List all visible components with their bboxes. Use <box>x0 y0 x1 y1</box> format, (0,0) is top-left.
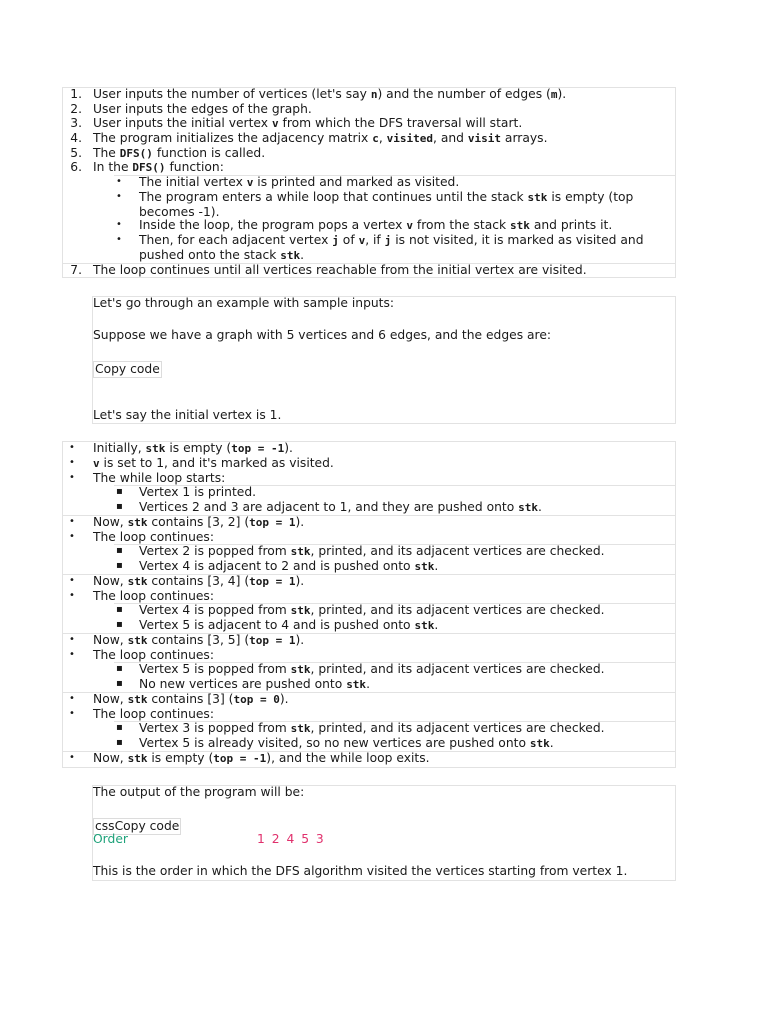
bullet-icon: • <box>116 191 122 202</box>
dfs-sub-item <box>139 175 459 191</box>
text-span: User inputs the number of vertices (let's say <box>93 87 371 101</box>
trace-item <box>93 515 304 531</box>
text-span: The program enters a while loop that continues until the stack <box>139 190 528 204</box>
step-text <box>93 263 587 278</box>
text-span: is not visited, it is marked as visited and <box>391 233 644 247</box>
trace-sub-item <box>139 721 605 737</box>
text-span: User inputs the edges of the graph. <box>93 102 312 116</box>
css-copy-code-label: cssCopy code <box>95 819 180 833</box>
text-span: , <box>378 131 387 145</box>
text-span: from which the DFS traversal will start. <box>278 116 523 130</box>
inline-code: stk <box>127 692 148 706</box>
bullet-icon: • <box>69 515 75 527</box>
inline-code: DFS() <box>132 161 166 174</box>
inline-code: v <box>93 456 100 470</box>
text-span: Vertex 4 is adjacent to 2 and is pushed onto <box>139 559 415 573</box>
inline-code: stk <box>145 442 166 455</box>
text-span: No new vertices are pushed onto <box>139 677 347 691</box>
inline-code: top = -1 <box>213 751 267 765</box>
inline-code: stk <box>529 737 550 750</box>
text-span: Vertex 4 is popped from <box>139 603 291 618</box>
inline-code: stk <box>290 663 311 677</box>
text-span: contains [3, 2] ( <box>147 514 250 529</box>
bullet-icon: • <box>69 707 75 719</box>
text-span: is printed and marked as visited. <box>253 175 460 189</box>
step-text <box>93 160 224 176</box>
step-number: 4. <box>70 131 82 145</box>
text-span: contains [3, 5] ( <box>147 632 250 647</box>
inline-code: stk <box>290 722 311 736</box>
inline-code: stk <box>290 604 311 618</box>
inline-code: v <box>246 176 254 189</box>
trace-item <box>93 692 289 708</box>
bullet-icon: • <box>116 219 122 230</box>
trace-sub-item <box>139 485 256 500</box>
bullet-icon: • <box>69 751 75 763</box>
output-order-value: 1 2 4 5 3 <box>257 832 326 846</box>
bullet-icon: ▪ <box>116 678 123 689</box>
inline-code: j <box>332 234 339 247</box>
step-number: 2. <box>70 102 82 116</box>
dfs-sub-item <box>139 190 633 206</box>
inline-code: top = 1 <box>249 515 296 529</box>
step-text <box>93 131 547 147</box>
trace-item <box>93 589 214 604</box>
inline-code: m <box>550 88 558 101</box>
text-span: Vertex 5 is popped from <box>139 662 291 677</box>
text-span: Vertex 2 is popped from <box>139 544 291 559</box>
output-conclusion: This is the order in which the DFS algorithm visited the vertices starting from vertex 1. <box>93 864 628 878</box>
text-span: ). <box>557 87 567 101</box>
text-span: ) and the number of edges ( <box>377 87 551 101</box>
inline-code: stk <box>527 191 548 204</box>
bullet-icon: ▪ <box>116 737 123 748</box>
inline-code: stk <box>127 515 148 529</box>
output-order-label: Order <box>93 832 128 846</box>
inline-code: v <box>406 219 413 232</box>
text-span: The loop continues: <box>93 647 214 662</box>
text-span: , printed, and its adjacent vertices are checked. <box>310 544 605 559</box>
step-text <box>93 102 312 117</box>
inline-code: top = -1 <box>231 442 285 455</box>
inline-code: stk <box>127 633 148 647</box>
step-number: 1. <box>70 87 82 101</box>
text-span: contains [3, 4] ( <box>147 573 250 588</box>
text-span: Inside the loop, the program pops a vertex <box>139 218 407 232</box>
bullet-icon: ▪ <box>116 619 123 630</box>
text-span: arrays. <box>501 131 548 145</box>
bullet-icon: • <box>69 456 75 468</box>
bullet-icon: • <box>69 648 75 660</box>
text-span: The loop continues: <box>93 588 214 603</box>
text-span: The loop continues: <box>93 706 214 721</box>
trace-sub-item <box>139 500 542 516</box>
text-span: The initial vertex <box>139 175 247 189</box>
step-text <box>93 116 522 132</box>
bullet-icon: ▪ <box>116 722 123 734</box>
text-span: Vertex 3 is popped from <box>139 721 291 736</box>
bullet-icon: ▪ <box>116 545 123 557</box>
inline-code: top = 1 <box>249 633 296 647</box>
trace-sub-item <box>139 544 605 560</box>
text-span: contains [3] ( <box>147 691 234 706</box>
trace-item <box>93 707 214 722</box>
trace-sub-item <box>139 559 438 575</box>
text-span: , printed, and its adjacent vertices are checked. <box>310 603 605 618</box>
text-span: Vertices 2 and 3 are adjacent to 1, and they are pushed onto <box>139 500 519 514</box>
bullet-icon: ▪ <box>116 501 123 512</box>
inline-code: c <box>372 132 379 145</box>
inline-code: stk <box>346 678 367 691</box>
text-span: . <box>366 677 370 691</box>
text-span: pushed onto the stack <box>139 247 281 262</box>
text-span: Initially, <box>93 441 146 455</box>
inline-code: top = 1 <box>249 574 296 588</box>
inline-code: v <box>271 117 279 130</box>
trace-item <box>93 633 304 649</box>
text-span: The loop continues until all vertices reachable from the initial vertex are visited. <box>93 263 587 277</box>
text-span: . <box>434 618 439 632</box>
example-graph-text: Suppose we have a graph with 5 vertices and 6 edges, and the edges are: <box>93 328 552 342</box>
trace-item <box>93 471 225 486</box>
bullet-icon: • <box>69 633 75 645</box>
trace-sub-item <box>139 677 370 693</box>
text-span: In the <box>93 160 133 174</box>
text-span: The program initializes the adjacency matrix <box>93 131 373 145</box>
text-span: , and <box>433 131 468 145</box>
text-span: . <box>549 736 554 750</box>
text-span: , printed, and its adjacent vertices are checked. <box>310 721 605 736</box>
text-span: , printed, and its adjacent vertices are checked. <box>310 662 605 677</box>
trace-sub-item <box>139 662 605 678</box>
text-span: Now, <box>93 573 128 588</box>
inline-code: stk <box>518 501 539 514</box>
dfs-sub-item <box>139 218 612 234</box>
bullet-icon: ▪ <box>116 604 123 616</box>
text-span: Vertex 5 is already visited, so no new vertices are pushed onto <box>139 736 530 750</box>
trace-item <box>93 648 214 663</box>
text-span: . <box>300 247 305 262</box>
bullet-icon: • <box>69 692 75 704</box>
trace-item <box>93 574 304 590</box>
bullet-icon: • <box>116 234 122 245</box>
trace-item <box>93 530 214 545</box>
step-number: 6. <box>70 160 82 174</box>
inline-code: stk <box>510 219 530 232</box>
dfs-sub-item <box>139 233 644 249</box>
text-span: ). <box>279 691 289 706</box>
dfs-sub-item-continuation <box>139 248 304 264</box>
example-intro: Let's go through an example with sample inputs: <box>93 296 395 310</box>
step-number: 5. <box>70 146 82 160</box>
inline-code: stk <box>414 560 435 573</box>
copy-code-label: Copy code <box>95 362 160 376</box>
text-span: The <box>93 146 120 160</box>
step-text <box>93 87 566 103</box>
text-span: ), and the while loop exits. <box>266 750 430 765</box>
text-span: Vertex 5 is adjacent to 4 and is pushed onto <box>139 618 415 632</box>
bullet-icon: • <box>69 589 75 601</box>
inline-code: top = 0 <box>233 692 280 706</box>
text-span: function is called. <box>152 146 266 160</box>
bullet-icon: • <box>69 574 75 586</box>
text-span: . <box>538 500 542 514</box>
text-span: ). <box>284 441 293 455</box>
inline-code: v <box>358 234 366 247</box>
inline-code: stk <box>290 545 311 559</box>
trace-sub-item <box>139 618 438 634</box>
text-span: Now, <box>93 514 128 529</box>
text-span: ). <box>295 632 305 647</box>
inline-code: stk <box>280 248 301 262</box>
dfs-sub-item-continuation: becomes -1). <box>139 204 220 219</box>
bullet-icon: • <box>69 471 75 483</box>
inline-code: DFS() <box>119 147 153 160</box>
text-span: and prints it. <box>529 218 613 232</box>
step-number: 7. <box>70 263 82 277</box>
trace-item <box>93 751 430 767</box>
text-span: . <box>434 559 439 573</box>
trace-item <box>93 456 334 472</box>
bullet-icon: ▪ <box>116 663 123 675</box>
bullet-icon: ▪ <box>116 486 123 498</box>
text-span: from the stack <box>412 218 511 232</box>
text-span: Now, <box>93 632 128 647</box>
text-span: ). <box>295 514 305 529</box>
example-initial-vertex: Let's say the initial vertex is 1. <box>93 408 282 422</box>
text-span: , if <box>365 233 385 247</box>
bullet-icon: • <box>116 176 122 187</box>
text-span: Vertex 1 is printed. <box>139 485 257 500</box>
text-span: Now, <box>93 750 128 765</box>
copy-code-button[interactable] <box>93 361 162 378</box>
bullet-icon: • <box>69 442 75 453</box>
inline-code: stk <box>127 751 148 765</box>
text-span: ). <box>295 573 305 588</box>
inline-code: visited <box>386 132 434 145</box>
trace-sub-item <box>139 736 554 752</box>
trace-sub-item <box>139 603 605 619</box>
text-span: The while loop starts: <box>93 470 226 485</box>
trace-item <box>93 441 293 457</box>
text-span: is set to 1, and it's marked as visited. <box>99 455 334 470</box>
text-span: Then, for each adjacent vertex <box>139 233 333 247</box>
text-span: of <box>338 233 359 247</box>
text-span: The loop continues: <box>93 529 214 544</box>
inline-code: visit <box>467 132 502 145</box>
step-number: 3. <box>70 116 82 130</box>
example-box <box>92 296 676 424</box>
inline-code: j <box>384 234 392 247</box>
inline-code: n <box>370 88 378 101</box>
text-span: User inputs the initial vertex <box>93 116 272 130</box>
text-span: function: <box>165 160 224 174</box>
text-span: is empty (top <box>547 190 634 204</box>
output-intro: The output of the program will be: <box>93 785 305 799</box>
text-span: Now, <box>93 691 128 706</box>
bullet-icon: ▪ <box>116 560 123 571</box>
bullet-icon: • <box>69 530 75 542</box>
text-span: is empty ( <box>165 441 232 455</box>
inline-code: stk <box>414 619 435 632</box>
text-span: is empty ( <box>147 750 214 765</box>
inline-code: stk <box>127 574 148 588</box>
